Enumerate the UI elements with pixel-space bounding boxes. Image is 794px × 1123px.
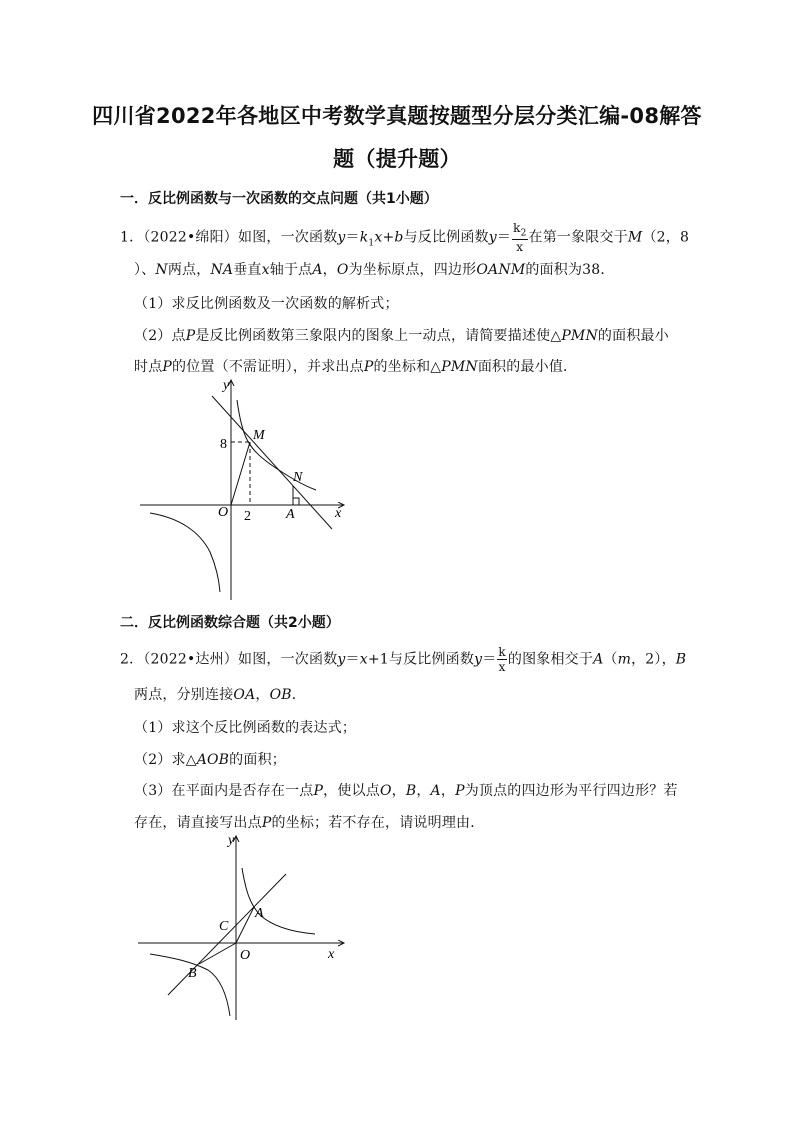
point-N: N	[155, 262, 168, 278]
var-k: k	[359, 229, 369, 246]
q2-line-2	[134, 684, 306, 704]
text: 的坐标和△	[373, 359, 442, 375]
q2-source: （2022•达州）如图，一次函数	[143, 651, 338, 668]
triangle-AOB: AOB	[196, 752, 230, 768]
label-O: O	[218, 505, 229, 520]
frac-num: k	[498, 645, 506, 659]
label-A: A	[255, 906, 264, 921]
text: ．	[291, 687, 306, 703]
linear-function-line	[212, 396, 332, 529]
label-B: B	[188, 966, 197, 981]
text: ，2），	[631, 651, 676, 668]
var-y: y	[337, 651, 346, 668]
segment-OB: OB	[269, 687, 292, 703]
label-N: N	[293, 470, 303, 485]
var-x: x	[359, 651, 368, 668]
label-C: C	[219, 919, 229, 934]
text: 的位置（不需证明），并求出点	[172, 359, 364, 375]
text: 的面积；	[229, 752, 286, 768]
text: 的坐标；若不存在，请说明理由．	[271, 815, 485, 831]
text: 的面积最小	[597, 328, 669, 344]
text: ，	[391, 783, 406, 799]
plus-one: +1	[367, 651, 389, 668]
text: 面积的最小值．	[477, 359, 578, 375]
section-heading-2: 二．反比例函数综合题（共2小题）	[120, 615, 340, 631]
hyperbola-q1	[242, 868, 315, 934]
q2-part2	[134, 749, 286, 769]
point-A: A	[312, 262, 323, 278]
point-P: P	[261, 815, 272, 831]
var-m: m	[617, 651, 632, 668]
label-y: y	[228, 833, 235, 848]
label-x: x	[335, 506, 342, 521]
text: 的面积为38．	[525, 262, 615, 278]
text: ）、	[134, 262, 156, 278]
point-P: P	[185, 328, 196, 344]
fraction-k-over-x	[497, 646, 506, 673]
point-A: A	[430, 783, 441, 799]
var-y: y	[337, 229, 346, 246]
text: 为坐标原点，四边形	[348, 262, 477, 278]
var-x: x	[261, 262, 270, 278]
q1-line-2	[134, 259, 615, 279]
linear-function-line	[168, 874, 286, 995]
var-b: b	[394, 229, 404, 246]
frac-den: x	[498, 660, 506, 674]
label-y: y	[223, 378, 230, 393]
segment-OB	[199, 943, 236, 964]
q1-mid1: 与反比例函数	[403, 229, 489, 246]
text: 两点，	[167, 262, 211, 278]
text: 轴于点	[269, 262, 313, 278]
sub-1: 1	[368, 238, 375, 249]
frac-den: x	[516, 240, 524, 255]
point-P: P	[363, 359, 374, 375]
point-B: B	[405, 783, 417, 799]
text: 垂直	[233, 262, 262, 278]
document-title-line1: 四川省2022年各地区中考数学真题按题型分层分类汇编-08解答	[92, 104, 702, 128]
segment-OA: OA	[233, 687, 256, 703]
q1-part2-line1	[134, 325, 669, 345]
section-heading-1: 一．反比例函数与一次函数的交点问题（共1小题）	[120, 191, 438, 207]
label-M: M	[253, 428, 265, 443]
label-A: A	[286, 507, 295, 522]
q2-part1: （1）求这个反比例函数的表达式；	[134, 720, 357, 736]
point-A: A	[593, 651, 604, 668]
q1-after-frac: 在第一象限交于	[528, 229, 628, 246]
segment-OM	[231, 442, 250, 505]
quad-OANM: OANM	[476, 262, 526, 278]
label-8: 8	[220, 437, 227, 452]
frac-num-sub: 2	[520, 228, 527, 239]
text: 时点	[134, 359, 163, 375]
segment-OA	[236, 907, 254, 943]
var-x: x	[374, 229, 383, 246]
text: （3）在平面内是否存在一点	[134, 783, 314, 799]
point-P: P	[162, 359, 173, 375]
text: ，	[440, 783, 456, 799]
text: ，使以点	[323, 783, 380, 799]
q1-source: （2022•绵阳）如图，一次函数	[143, 229, 338, 246]
hyperbola-q3	[150, 954, 230, 1016]
label-2: 2	[244, 509, 251, 524]
point-P: P	[313, 783, 324, 799]
point-B: B	[675, 651, 687, 668]
coord-M: （2，8	[642, 229, 690, 246]
text: ，	[322, 262, 337, 278]
label-O: O	[240, 948, 251, 963]
q1-number: 1．	[120, 229, 144, 246]
text: 两点，分别连接	[134, 687, 234, 703]
q2-mid: 与反比例函数	[388, 651, 475, 668]
text: 是反比例函数第三象限内的图象上一动点，请简要描述使△	[195, 328, 562, 344]
q1-line-1	[120, 222, 689, 253]
q1-part1: （1）求反比例函数及一次函数的解析式；	[134, 296, 399, 312]
label-x: x	[328, 947, 335, 962]
figure-1-graph	[130, 372, 360, 604]
document-title-line2: 题（提升题）	[333, 147, 461, 171]
var-y: y	[488, 229, 497, 246]
equals: ＝	[496, 229, 512, 246]
q2-part3-line1	[134, 780, 678, 800]
text: ，	[416, 783, 431, 799]
q2-number: 2．	[120, 651, 144, 668]
text: 存在，请直接写出点	[134, 815, 262, 831]
equals: ＝	[345, 229, 360, 246]
point-M: M	[627, 229, 643, 246]
text: （	[603, 651, 618, 668]
point-O: O	[379, 783, 392, 799]
plus: +	[382, 229, 395, 246]
q2-part3-line2	[134, 812, 484, 832]
var-y: y	[474, 651, 483, 668]
hyperbola-q3	[150, 513, 220, 592]
text: （2）点	[134, 328, 186, 344]
q2-after-frac: 的图象相交于	[507, 651, 594, 668]
triangle-PMN: PMN	[441, 359, 478, 375]
text: 为顶点的四边形为平行四边形？若	[464, 783, 678, 799]
equals: ＝	[482, 651, 497, 668]
figure-2-graph	[130, 830, 360, 1025]
fraction-k2-over-x	[512, 222, 527, 253]
equals: ＝	[345, 651, 360, 668]
segment-NA: NA	[210, 262, 234, 278]
q2-line-1	[120, 646, 686, 673]
frac-num: k	[513, 221, 521, 235]
triangle-PMN: PMN	[561, 328, 598, 344]
point-P: P	[455, 783, 465, 799]
text: （2）求△	[134, 752, 197, 768]
right-angle-mark	[293, 498, 299, 505]
point-O: O	[336, 262, 349, 278]
text: ，	[255, 687, 270, 703]
